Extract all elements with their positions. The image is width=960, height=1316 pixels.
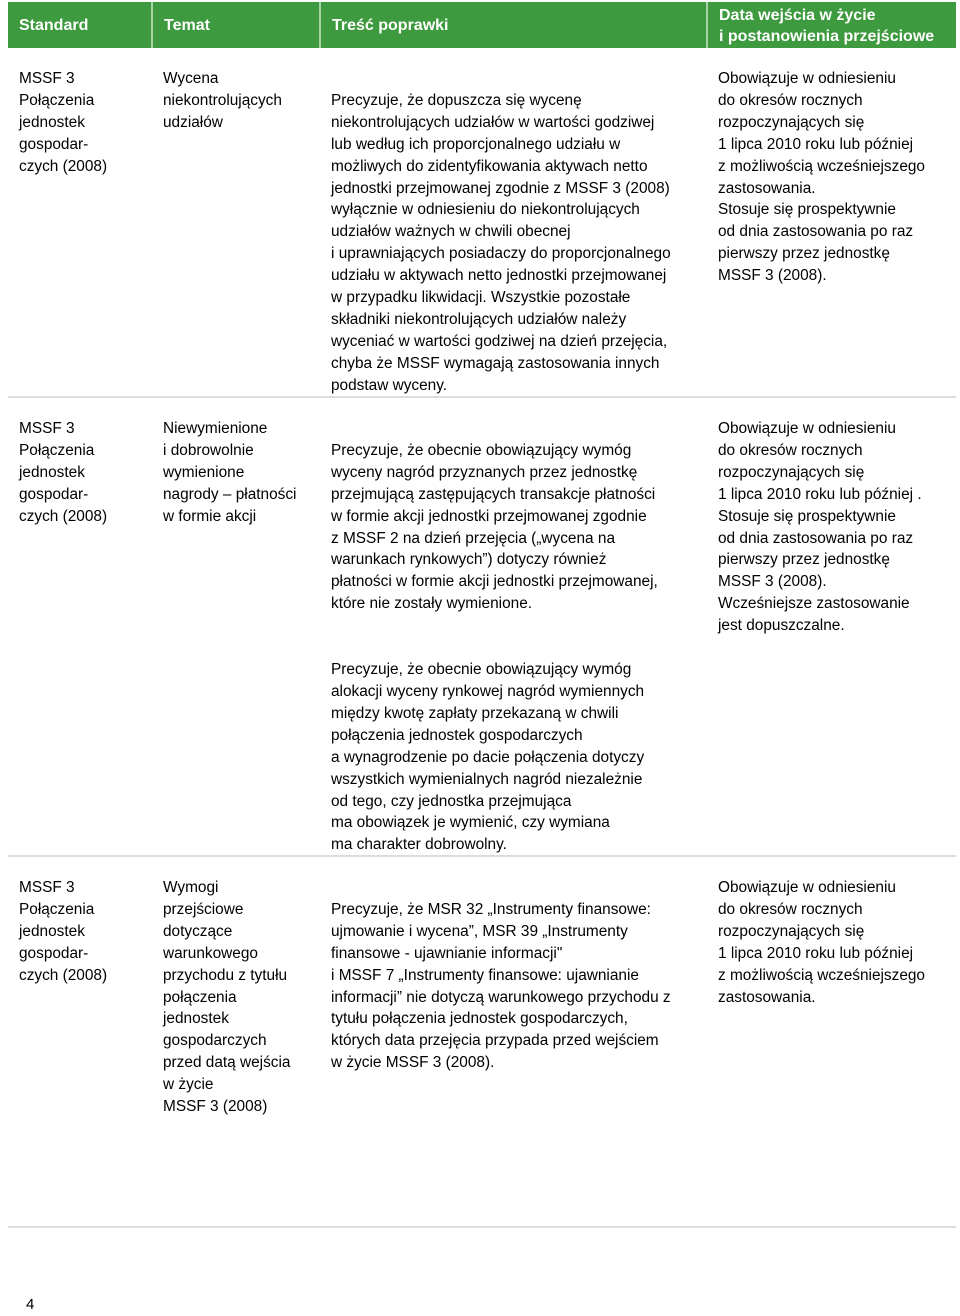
amendment-paragraph: Precyzuje, że obecnie obowiązujący wymóg alokacji wyceny rynkowej nagród wymiennych między kwotę zapłaty przekazaną w chwili połączenia jednostek gospodarczych a wynagrodzenie po dacie połączenia dotyczy wszystkich wymienialnych nagród niezależnie od tego, czy jednostka przejmująca ma obowiązek je wymienić, czy wymiana ma charakter dobrowolny.	[331, 661, 645, 854]
cell-effective-date: Obowiązuje w odniesieniu do okresów rocznych rozpoczynających się 1 lipca 2010 roku lub później z możliwością wcześniejszego zastosowania. Stosuje się prospektywnie od dnia zastosowania po raz pierwszy przez jednostkę MSSF 3 (2008).	[718, 70, 925, 285]
cell-amendment	[331, 877, 709, 1096]
cell-topic: Niewymienione i dobrowolnie wymienione nagrody – płatności w formie akcji	[163, 420, 297, 525]
cell-effective-date: Obowiązuje w odniesieniu do okresów rocznych rozpoczynających się 1 lipca 2010 roku lub później . Stosuje się prospektywnie od dnia zastosowania po raz pierwszy przez jednostkę MSSF 3 (2008). Wcześniejsze zastosowanie jest dopuszczalne.	[718, 420, 922, 635]
row-divider	[8, 855, 956, 857]
cell-amendment	[331, 68, 709, 419]
cell-topic: Wycena niekontrolujących udziałów	[163, 70, 282, 131]
row-divider	[8, 1226, 956, 1228]
amendment-paragraph: Precyzuje, że obecnie obowiązujący wymóg wyceny nagród przyznanych przez jednostkę przejmującą zastępujących transakcje płatności w formie akcji jednostki przejmowanej zgodnie z MSSF 2 na dzień przejęcia („wycena na warunkach rynkowych”) dotyczy również płatności w formie akcji jednostki przejmowanej, które nie zostały wymienione.	[331, 441, 658, 613]
cell-topic: Wymogi przejściowe dotyczące warunkowego przychodu z tytułu połączenia jednostek gospodarczych przed datą wejścia w życie MSSF 3 (2008)	[163, 879, 291, 1116]
amendment-paragraph: Precyzuje, że dopuszcza się wycenę niekontrolujących udziałów w wartości godziwej lub według ich proporcjonalnego udziału w możliwych do zidentyfikowania aktywach netto jednostki przejmowanej zgodnie z MSSF 3 (2008) wyłącznie w odniesieniu do niekontrolujących udziałów ważnych w chwili obecnej i uprawniających posiadaczy do proporcjonalnego udziału w aktywach netto jednostki przejmowanej w przypadku likwidacji. Wszystkie pozostałe składniki niekontrolujących udziałów należy wyceniać w wartości godziwej na dzień przejęcia, chyba że MSSF wymagają zastosowania innych podstaw wyceny.	[331, 91, 671, 394]
cell-standard: MSSF 3 Połączenia jednostek gospodar- czych (2008)	[19, 879, 108, 984]
header-topic: Temat	[164, 16, 210, 34]
cell-standard: MSSF 3 Połączenia jednostek gospodar- czych (2008)	[19, 420, 108, 525]
header-amendment: Treść poprawki	[332, 16, 449, 34]
header-effective-date: Data wejścia w życie i postanowienia przejściowe	[719, 6, 935, 45]
table-header	[8, 2, 956, 48]
cell-effective-date: Obowiązuje w odniesieniu do okresów rocznych rozpoczynających się 1 lipca 2010 roku lub później z możliwością wcześniejszego zastosowania.	[718, 879, 925, 1006]
header-standard: Standard	[19, 16, 89, 34]
amendment-paragraph: Precyzuje, że MSR 32 „Instrumenty finansowe: ujmowanie i wycena”, MSR 39 „Instrumenty finansowe - ujawnianie informacji" i MSSF 7 „Instrumenty finansowe: ujawnianie informacji” nie dotyczą warunkowego przychodu z tytułu połączenia jednostek gospodarczych, których data przejęcia przypada przed wejściem w życie MSSF 3 (2008).	[331, 900, 671, 1072]
row-divider	[8, 396, 956, 398]
cell-standard: MSSF 3 Połączenia jednostek gospodar- czych (2008)	[19, 70, 108, 175]
page-number: 4	[26, 1296, 35, 1313]
cell-amendment	[331, 418, 709, 878]
